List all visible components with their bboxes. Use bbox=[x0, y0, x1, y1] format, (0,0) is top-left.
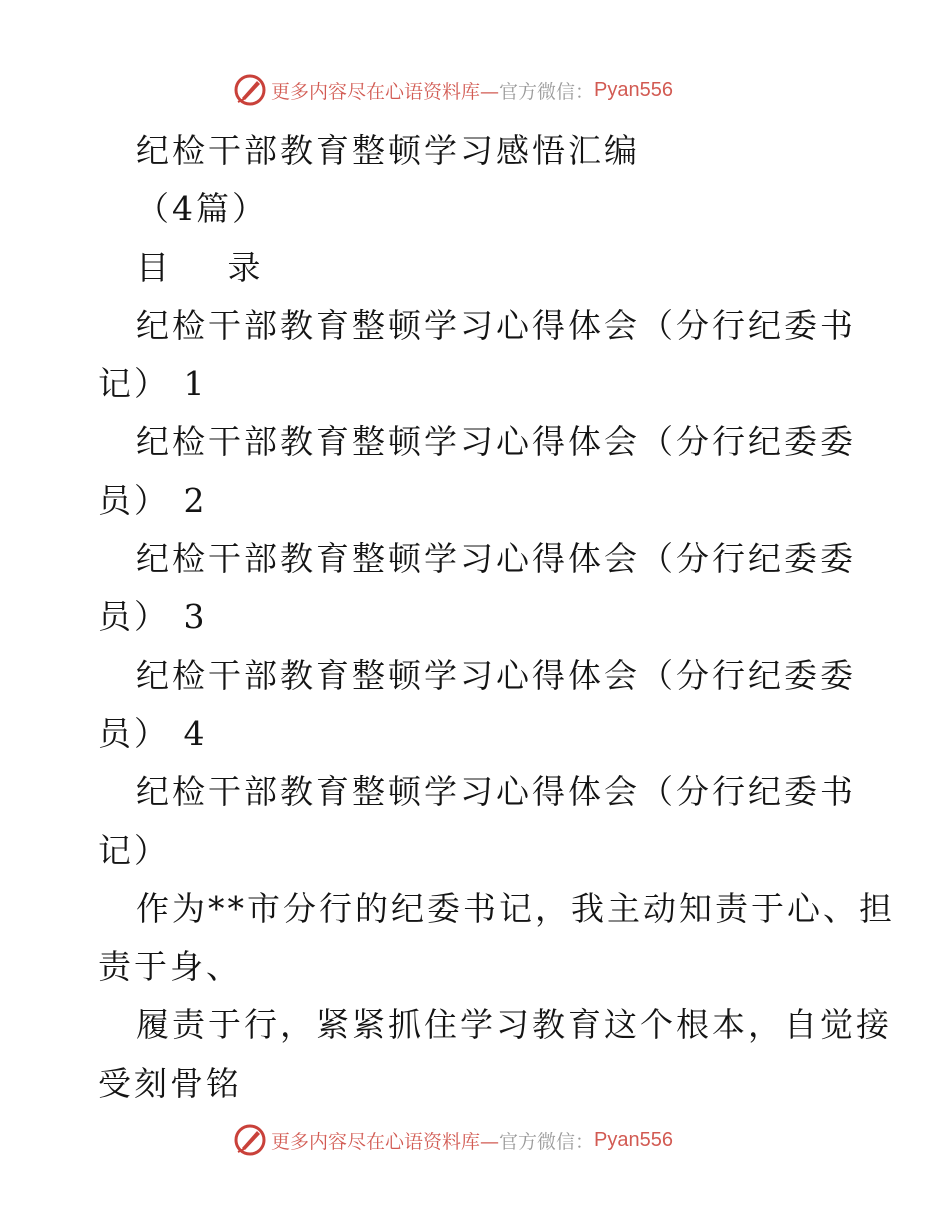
toc-entry-2-continuation: 员） 2 bbox=[98, 480, 208, 520]
header-watermark bbox=[233, 72, 673, 108]
toc-entry-1: 纪检干部教育整顿学习心得体会（分行纪委书 bbox=[136, 305, 856, 345]
paragraph-line: 责于身、 bbox=[98, 947, 242, 987]
watermark-wechat-id: Pyan556 bbox=[594, 1128, 673, 1151]
paragraph-line: 履责于行，紧紧抓住学习教育这个根本，自觉接 bbox=[136, 1005, 892, 1045]
paragraph-line: 作为**市分行的纪委书记，我主动知责于心、担 bbox=[136, 888, 895, 928]
watermark-text: 更多内容尽在心语资料库— bbox=[271, 1130, 500, 1153]
quill-logo-icon bbox=[233, 1123, 267, 1157]
paragraph-line: 受刻骨铭 bbox=[98, 1063, 242, 1103]
watermark-wechat-label: 官方微信： bbox=[499, 1130, 595, 1153]
toc-entry-3: 纪检干部教育整顿学习心得体会（分行纪委委 bbox=[136, 539, 856, 579]
document-title: 纪检干部教育整顿学习感悟汇编 bbox=[136, 131, 640, 170]
section-heading-continuation: 记） bbox=[98, 830, 170, 870]
toc-entry-1-continuation: 记） 1 bbox=[98, 364, 208, 404]
footer-watermark bbox=[233, 1122, 673, 1158]
document-body bbox=[98, 122, 895, 1113]
section-heading: 纪检干部教育整顿学习心得体会（分行纪委书 bbox=[136, 772, 856, 812]
toc-entry-3-continuation: 员） 3 bbox=[98, 597, 208, 637]
watermark-wechat-label: 官方微信： bbox=[499, 80, 595, 103]
document-count: （4篇） bbox=[136, 189, 268, 229]
toc-entry-4: 纪检干部教育整顿学习心得体会（分行纪委委 bbox=[136, 655, 856, 695]
toc-heading: 目 录 bbox=[136, 247, 285, 287]
watermark-wechat-id: Pyan556 bbox=[594, 78, 673, 101]
watermark-text: 更多内容尽在心语资料库— bbox=[271, 80, 500, 103]
quill-logo-icon bbox=[233, 73, 267, 107]
toc-entry-2: 纪检干部教育整顿学习心得体会（分行纪委委 bbox=[136, 422, 856, 462]
toc-entry-4-continuation: 员） 4 bbox=[98, 713, 208, 753]
